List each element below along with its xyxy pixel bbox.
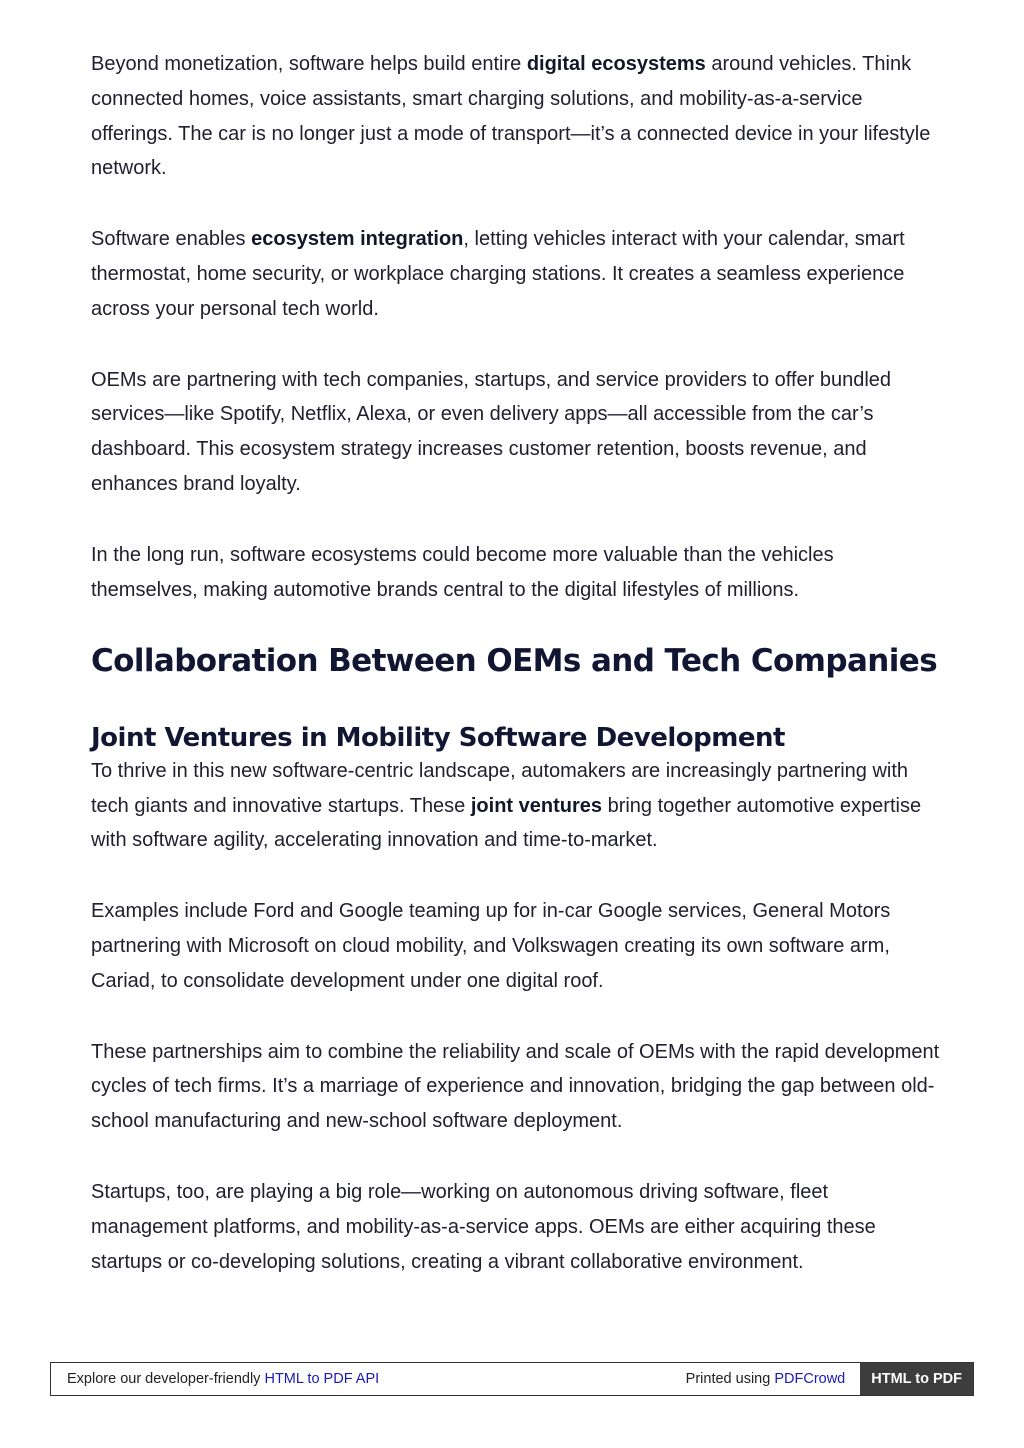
footer-explore	[51, 1371, 686, 1387]
paragraph-text: , letting vehicles interact with your calendar, smart thermostat, home security, or workplace charging stations. It creates a seamless experience across your personal tech world.	[91, 228, 905, 320]
bold-term: digital ecosystems	[526, 53, 706, 75]
pdfcrowd-footer-bar	[50, 1362, 974, 1396]
paragraph-text: bring together automotive expertise with software agility, accelerating innovation and time-to-market.	[91, 794, 922, 852]
html-to-pdf-api-link[interactable]: HTML to PDF API	[264, 1371, 380, 1387]
subsection-heading: Joint Ventures in Mobility Software Development	[91, 722, 785, 753]
article-content	[91, 47, 941, 1315]
paragraph-text: Software enables	[91, 228, 252, 251]
footer-printed-text: Printed using	[685, 1371, 775, 1387]
paragraph-ecosystem-integration	[91, 222, 941, 326]
bold-term: ecosystem integration	[251, 228, 464, 251]
footer-explore-text: Explore our developer-friendly	[67, 1371, 265, 1387]
paragraph-joint-ventures	[91, 754, 941, 858]
html-to-pdf-button[interactable]: HTML to PDF	[860, 1363, 973, 1395]
paragraph-partnerships-aim: These partnerships aim to combine the reliability and scale of OEMs with the rapid development cycles of tech firms. It’s a marriage of experience and innovation, bridging the gap between old-school manufacturing and new-school software deployment.	[91, 1040, 940, 1133]
paragraph-text: around vehicles. Think connected homes, voice assistants, smart charging solutions, and mobility-as-a-service offerings. The car is no longer just a mode of transport—it’s a connected device in your lifestyle network.	[91, 53, 931, 180]
section-heading: Collaboration Between OEMs and Tech Companies	[91, 643, 938, 680]
paragraph-long-run: In the long run, software ecosystems could become more valuable than the vehicles themselves, making automotive brands central to the digital lifestyles of millions.	[91, 543, 834, 601]
paragraph-text: To thrive in this new software-centric landscape, automakers are increasingly partnering with tech giants and innovative startups. These	[91, 759, 909, 817]
pdfcrowd-link[interactable]: PDFCrowd	[774, 1371, 846, 1387]
bold-term: joint ventures	[470, 794, 603, 817]
footer-printed	[686, 1371, 861, 1387]
paragraph-startups: Startups, too, are playing a big role—working on autonomous driving software, fleet management platforms, and mobility-as-a-service apps. OEMs are either acquiring these startups or co-developing solutions, creating a vibrant collaborative environment.	[91, 1180, 876, 1273]
paragraph-digital-ecosystems	[91, 47, 941, 186]
paragraph-oem-partnering: OEMs are partnering with tech companies, startups, and service providers to offer bundled services—like Spotify, Netflix, Alexa, or even delivery apps—all accessible from the car’s dashboard. This ecosystem strategy increases customer retention, boosts revenue, and enhances brand loyalty.	[91, 368, 892, 495]
paragraph-examples: Examples include Ford and Google teaming up for in-car Google services, General Motors partnering with Microsoft on cloud mobility, and Volkswagen creating its own software arm, Cariad, to consolidate development under one digital roof.	[91, 900, 891, 992]
paragraph-text: Beyond monetization, software helps build entire	[91, 53, 527, 75]
